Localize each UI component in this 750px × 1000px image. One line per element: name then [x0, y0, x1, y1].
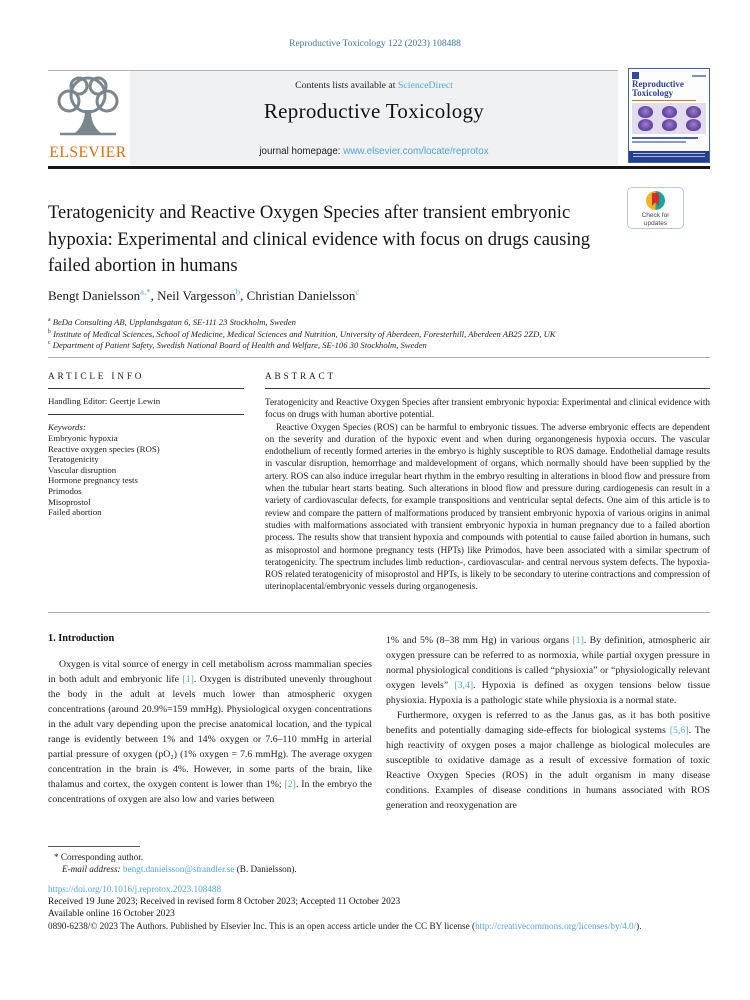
intro-paragraph-left: Oxygen is vital source of energy in cell metabolism across mammalian species in both adult and embryonic life [1]. Oxygen is distributed unevenly throughout the body in the adult at levels much lower than atmospheric oxygen concentrations (around 20.9%=159 mmHg). Physiological oxygen concentrations in the adult vary depending upon the precise anatomical location, and the typical range is evidently between 1% and 14% oxygen or 7.6–110 mmHg in arterial partial pressure of oxygen (pO₂) (1% oxygen = 7.6 mmHg). The average oxygen concentration in the brain is 4%. However, in some parts of the brain, like thalamus and cortex, the oxygen content is lower than 1%; [2]. In the embryo the concentrations of oxygen are also low and varies between: [48, 659, 372, 805]
link[interactable]: [5,6]: [669, 725, 689, 736]
link[interactable]: [1]: [182, 674, 194, 685]
link[interactable]: ScienceDirect: [397, 80, 453, 91]
email-address-line: E-mail address: bengt.danielsson@strandler.se (B. Danielsson).: [62, 864, 297, 874]
intro-left-column: [48, 633, 372, 807]
corresponding-author-note: * Corresponding author.: [54, 852, 144, 862]
intro-paragraph-right-2: Furthermore, oxygen is referred to as the Janus gas, as it has both positive benefits and potentially damaging side-effects for biological systems [5,6]. The high reactivity of oxygen poses a major challenge as biological molecules are susceptible to oxidative damage as a result of excessive formation of toxic Reactive Oxygen Species (ROS) in the adult organism in many disease conditions. Examples of disease conditions in humans associated with ROS generation and reoxygenation are: [386, 710, 711, 811]
check-for-updates-icon: [646, 191, 665, 210]
keyword: Misoprostol: [48, 496, 91, 507]
cover-embryo-images: [632, 103, 706, 134]
section-heading-introduction: 1. Introduction: [48, 633, 115, 644]
link[interactable]: [1]: [572, 635, 584, 646]
embryo-image: [638, 106, 653, 118]
elsevier-tree-icon: [52, 125, 124, 142]
affiliation-b: $^b$ Institute of Medical Sciences, School of Medicine, Medical Sciences and Nutrition, University of Aberdeen, Foresterhill, Aberdeen AB25 2ZD, UK: [48, 328, 556, 339]
handling-editor: Handling Editor: Geertje Lewin: [48, 396, 161, 406]
embryo-image: [686, 119, 701, 131]
abstract-bottom-rule: [48, 612, 710, 613]
abstract-paragraph-1: Teratogenicity and Reactive Oxygen Species after transient embryonic hypoxia: Experimental and clinical evidence with focus on drugs with human abortive potential.: [265, 397, 710, 420]
intro-right-column: [386, 633, 710, 813]
affiliation-a: $^a$ BeDa Consulting AB, Upplandsgatan 6, SE-111 23 Stockholm, Sweden: [48, 317, 296, 327]
cover-title-line1: Reproductive: [632, 79, 684, 89]
badge-text-line2: updates: [643, 219, 668, 227]
link[interactable]: bengt.danielsson@strandler.se: [122, 864, 235, 874]
keyword: Failed abortion: [48, 507, 102, 518]
cover-publisher-mark-icon: [632, 72, 639, 79]
elsevier-wordmark: ELSEVIER: [49, 144, 127, 161]
article-info-mid-rule: [48, 414, 244, 415]
abstract-paragraph-2: Reactive Oxygen Species (ROS) can be harmful to embryonic tissues. The adverse embryonic effects are dependent on the severity and duration of the hypoxic event and when during organongenesis hypoxia occurs. The vascular endothelium of recently formed arteries in the embryo is highly susceptible to ROS damage. Endothelial damage results in vascular disruption, hemorrhage and maldevelopment of organs, which normally should have been supplied by the artery. ROS can also induce irregular heart rhythm in the embryo resulting in alterations in blood flow and pressure from when the tubular heart starts beating. Such alterations in blood flow and pressure during cardiogenesis can result in a variety of cardiovascular defects, for example transpositions and ventricular septal defects. One aim of this article is to review and compare the pattern of malformations produced by transient embryonic hypoxia of various origins in animal studies with malformations associated with transient embryonic hypoxia in human pregnancy due to a failed abortion process. The results show that transient hypoxia and compounds with potential to cause failed abortion in humans, such as misoprostol and hormone pregnancy tests (HPTs) like Primodos, have been associated with a similar spectrum of teratogenicity. The spectrum includes limb reduction-, cardiovascular- and central nervous system defects. The hypoxia-ROS related teratogenicity of misoprostol and HPTs, is likely to be secondary to uterine contractions and compression of uterinoplacental/embryonic vessels during organogenesis.: [265, 421, 710, 592]
cover-caption-line: [632, 141, 686, 143]
received-dates-line: Received 19 June 2023; Received in revised form 8 October 2023; Accepted 11 October 2023: [48, 897, 401, 907]
link[interactable]: [3,4]: [454, 680, 474, 691]
journal-homepage-line: journal homepage: www.elsevier.com/locate/reprotox: [259, 146, 489, 157]
available-online-line: Available online 16 October 2023: [48, 909, 175, 919]
badge-text-line1: Check for: [641, 212, 670, 219]
link[interactable]: http://creativecommons.org/licenses/by/4.0/: [475, 921, 637, 931]
affiliation-c: $^c$ Department of Patient Safety, Swedish National Board of Health and Welfare, SE-106 30 Stockholm, Sweden: [48, 340, 427, 350]
journal-title: Reproductive Toxicology: [263, 99, 485, 123]
elsevier-logo: [48, 74, 128, 162]
embryo-image: [638, 119, 653, 131]
keyword: Embryonic hypoxia: [48, 433, 118, 443]
abstract-heading: ABSTRACT: [265, 372, 336, 382]
contents-lists-line: Contents lists available at ScienceDirect: [295, 80, 453, 91]
article-info-heading: ARTICLE INFO: [48, 372, 145, 382]
authors-line: Bengt Danielsson$^{a,*}$, Neil Vargesson$^b$, Christian Danielsson$^c$: [48, 286, 360, 303]
section-divider-rule: [48, 357, 710, 358]
cover-caption-line: [632, 137, 698, 139]
keyword: Teratogenicity: [48, 454, 99, 465]
article-info-section: [48, 372, 244, 518]
header-bottom-rule: [48, 166, 710, 169]
abstract-heading-rule: [265, 388, 710, 389]
running-head-citation: Reproductive Toxicology 122 (2023) 108488: [289, 39, 461, 49]
bookmark-ribbon-icon: [652, 193, 659, 206]
check-for-updates-badge[interactable]: [627, 187, 684, 229]
footnote-rule: [48, 846, 140, 847]
intro-paragraph-right-1: 1% and 5% (8–38 mm Hg) in various organs [1]. By definition, atmospheric air oxygen pressure can be referred to as normoxia, while partial oxygen pressure in normal physiological conditions is called “physioxia” or “physiologically relevant oxygen levels” [3,4]. Hypoxia is defined as oxygen tensions below tissue physioxia. Hypoxia is a pathologic state while physioxia is a normal state.: [386, 635, 710, 706]
keyword: Vascular disruption: [48, 464, 117, 475]
abstract-section: [265, 372, 710, 593]
link[interactable]: www.elsevier.com/locate/reprotox: [343, 146, 489, 157]
journal-cover-thumbnail[interactable]: [628, 68, 710, 163]
keyword: Reactive oxygen species (ROS): [48, 443, 160, 454]
article-info-heading-rule: [48, 388, 244, 389]
keywords-label: Keywords:: [48, 422, 86, 432]
link[interactable]: [2]: [284, 779, 296, 790]
keyword: Primodos: [48, 485, 82, 496]
copyright-license-line: 0890-6238/© 2023 The Authors. Published by Elsevier Inc. This is an open access article under the CC BY license (http://creativecommons.org/licenses/by/4.0/).: [48, 921, 642, 931]
keyword: Hormone pregnancy tests: [48, 475, 138, 486]
embryo-image: [662, 106, 677, 118]
embryo-image: [686, 106, 701, 118]
doi-link[interactable]: https://doi.org/10.1016/j.reprotox.2023.108488: [48, 884, 222, 894]
cover-divider: [632, 100, 696, 101]
embryo-image: [662, 119, 677, 131]
cover-title-line2: Toxicology: [632, 88, 674, 98]
affiliations: [48, 317, 710, 352]
cover-footer-bar: [629, 151, 709, 162]
cover-issue-text: [692, 75, 706, 77]
article-title: Teratogenicity and Reactive Oxygen Species after transient embryonic hypoxia: Experimental and clinical evidence with focus on drugs causing failed abortion in humans: [48, 203, 590, 276]
